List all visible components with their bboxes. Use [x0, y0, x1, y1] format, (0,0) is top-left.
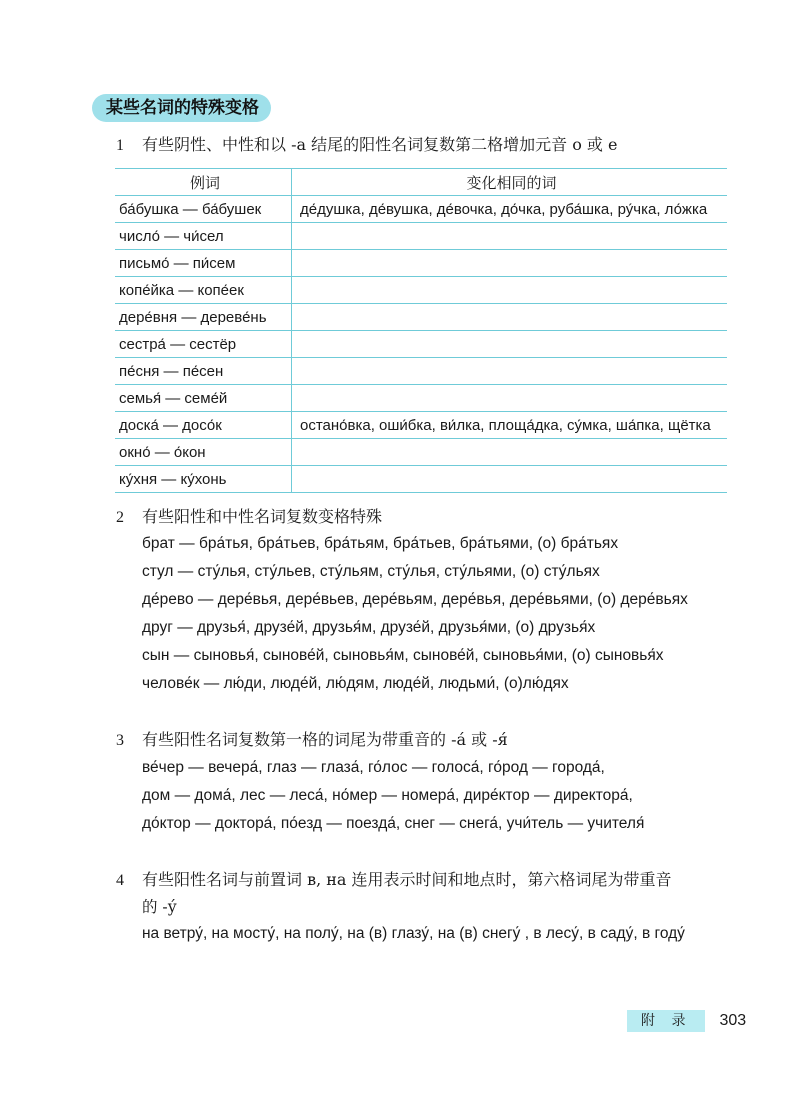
example-word-cell: семья́ — семе́й — [115, 385, 292, 412]
example-word-cell: доска́ — досо́к — [115, 412, 292, 439]
section-4-examples — [142, 923, 685, 945]
example-line: до́ктор — доктора́, по́езд — поезда́, снег — снега́, учи́тель — учителя́ — [142, 815, 645, 832]
table-row — [115, 277, 727, 304]
example-word-cell: сестра́ — сестёр — [115, 331, 292, 358]
table-row — [115, 331, 727, 358]
section-4-continuation: 的 -у́ — [142, 898, 177, 916]
table-row — [115, 304, 727, 331]
similar-words-cell — [292, 304, 728, 331]
table-row — [115, 439, 727, 466]
table-row — [115, 358, 727, 385]
example-line: дом — дома́, лес — леса́, но́мер — номера́, дире́ктор — директора́, — [142, 787, 633, 804]
example-line: стул — сту́лья, сту́льев, сту́льям, сту́лья, сту́льями, (о) сту́льях — [142, 563, 600, 580]
section-4-title — [116, 869, 672, 892]
example-word-cell: число́ — чи́сел — [115, 223, 292, 250]
example-line: друг — друзья́, друзе́й, друзья́м, друзе́й, друзья́ми, (о) друзья́х — [142, 619, 596, 636]
example-line: сын — сыновья́, сынове́й, сыновья́м, сынове́й, сыновья́ми, (о) сыновья́х — [142, 647, 664, 664]
example-line: брат — бра́тья, бра́тьев, бра́тьям, бра́тьев, бра́тьями, (о) бра́тьях — [142, 535, 619, 552]
section-text: 有些阴性、中性和以 -а 结尾的阳性名词复数第二格增加元音 о 或 е — [142, 135, 618, 154]
table-row — [115, 250, 727, 277]
example-line: на ветру́, на мосту́, на полу́, на (в) глазу́, на (в) снегу́ , в лесу́, в саду́, в году́ — [142, 925, 685, 942]
section-text: 有些阳性名词复数第一格的词尾为带重音的 -а́ 或 -я́ — [142, 730, 508, 749]
section-number: 4 — [116, 872, 124, 889]
section-2-title — [116, 506, 382, 529]
similar-words-cell — [292, 439, 728, 466]
table-row — [115, 223, 727, 250]
section-text: 有些阳性名词与前置词 в, на 连用表示时间和地点时，第六格词尾为带重音 — [142, 870, 672, 889]
similar-words-cell: остано́вка, оши́бка, ви́лка, площа́дка, су́мка, ша́пка, щётка — [292, 412, 728, 439]
section-number: 2 — [116, 509, 124, 526]
example-line: де́рево — дере́вья, дере́вьев, дере́вьям, дере́вья, дере́вьями, (о) дере́вьях — [142, 591, 688, 608]
example-word-cell: письмо́ — пи́сем — [115, 250, 292, 277]
column-header: 例词 — [115, 169, 292, 196]
section-3-examples — [142, 757, 644, 841]
section-heading: 某些名词的特殊变格 — [92, 94, 271, 122]
example-word-cell: копе́йка — копе́ек — [115, 277, 292, 304]
appendix-label: 附 录 — [627, 1010, 705, 1032]
section-number: 3 — [116, 732, 124, 749]
similar-words-cell — [292, 277, 728, 304]
table-row — [115, 385, 727, 412]
table-row — [115, 466, 727, 493]
table-row — [115, 412, 727, 439]
example-word-cell: ба́бушка — ба́бушек — [115, 196, 292, 223]
declension-table — [115, 168, 727, 493]
section-3-title — [116, 729, 508, 752]
section-2-examples — [142, 533, 688, 701]
example-word-cell: дере́вня — дереве́нь — [115, 304, 292, 331]
similar-words-cell: де́душка, де́вушка, де́вочка, до́чка, руба́шка, ру́чка, ло́жка — [292, 196, 728, 223]
section-1-title — [116, 134, 617, 157]
section-text: 有些阳性和中性名词复数变格特殊 — [142, 507, 383, 526]
similar-words-cell — [292, 250, 728, 277]
example-line: челове́к — лю́ди, люде́й, лю́дям, люде́й, людьми́, (о)лю́дях — [142, 675, 569, 692]
page-footer — [627, 1010, 746, 1032]
example-word-cell: ку́хня — ку́хонь — [115, 466, 292, 493]
section-number: 1 — [116, 137, 124, 154]
table-header-row — [115, 169, 727, 196]
example-word-cell: окно́ — о́кон — [115, 439, 292, 466]
example-word-cell: пе́сня — пе́сен — [115, 358, 292, 385]
similar-words-cell — [292, 466, 728, 493]
page-number: 303 — [719, 1012, 747, 1029]
similar-words-cell — [292, 385, 728, 412]
similar-words-cell — [292, 358, 728, 385]
similar-words-cell — [292, 223, 728, 250]
similar-words-cell — [292, 331, 728, 358]
table-row — [115, 196, 727, 223]
example-line: ве́чер — вечера́, глаз — глаза́, го́лос — голоса́, го́род — города́, — [142, 759, 605, 776]
column-header: 变化相同的词 — [292, 169, 728, 196]
